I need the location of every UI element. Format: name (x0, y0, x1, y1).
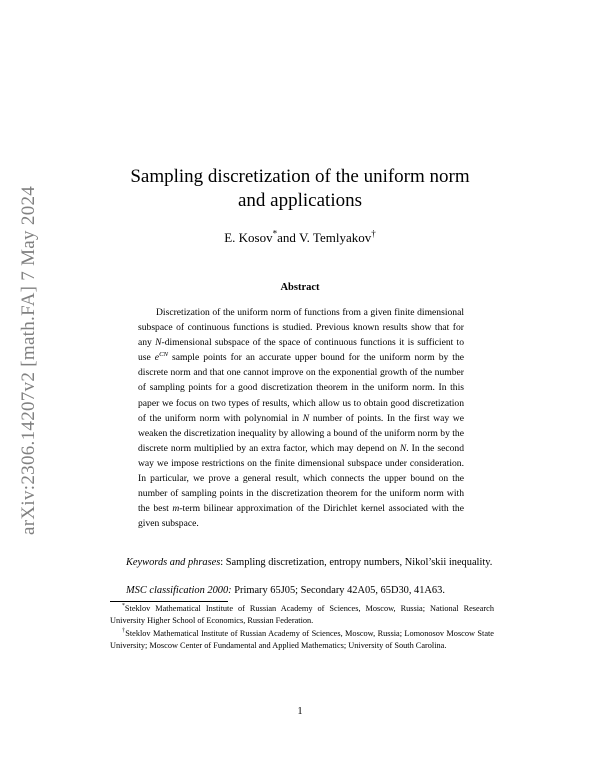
abstract-exp-base: e (154, 352, 160, 364)
author-kosov: E. Kosov (224, 230, 273, 245)
authors (100, 230, 500, 246)
keywords (110, 555, 494, 570)
footnote-divider (110, 601, 228, 602)
arxiv-identifier: arXiv:2306.14207v2 [math.FA] 7 May 2024 (18, 185, 39, 535)
abstract-var-n: N (155, 337, 162, 349)
footnote-mark: † (122, 628, 126, 635)
abstract-body (138, 305, 464, 531)
msc-classification (110, 583, 494, 598)
title-line-2: and applications (238, 190, 362, 211)
abstract-text-1: Discretization of the uniform norm of functions from a given finite dimensional subspace of continuous functions is studied. Previous known results show that for any (138, 307, 464, 349)
footnote-text: Steklov Mathematical Institute of Russian Academy of Sciences, Moscow, Russia; Lomonosov Moscow State University; Moscow Center of Fundamental and Applied Mathematics; University of South Carolina. (110, 629, 494, 650)
abstract-text-3: sample points for an accurate upper bound for the uniform norm by the discrete norm and that one cannot improve on the exponential growth of the number of sampling points for a good discretization theorem in the uniform norm. In this paper we focus on two types of results, which allow us to obtain good discretization of the uniform norm with polynomial in (138, 352, 465, 424)
abstract-text-2: -dimensional subspace of the space of continuous functions it is sufficient to use (138, 337, 464, 364)
author1-footnote-mark: * (272, 228, 278, 239)
msc-label: MSC classification 2000: (126, 585, 232, 596)
author-temlyakov: and V. Temlyakov (277, 230, 372, 245)
title-line-1: Sampling discretization of the uniform norm (130, 166, 470, 187)
footnote-mark: * (122, 603, 125, 610)
keywords-text: : Sampling discretization, entropy numbers, Nikol’skii inequality. (220, 557, 493, 568)
abstract-text-5: . In the second way we impose restrictions on the finite dimensional subspace under consideration. In particular, we prove a general result, which connects the upper bound on the number of sampling points in the discretization theorem for the uniform norm with the best (138, 442, 464, 515)
footnote-temlyakov (110, 628, 494, 651)
page-number: 1 (297, 706, 303, 717)
keywords-label: Keywords and phrases (126, 557, 221, 568)
footnote-kosov (110, 603, 494, 626)
abstract-text-6: -term bilinear approximation of the Dirichlet kernel associated with the given subspace. (138, 503, 464, 530)
paper-title (100, 165, 500, 213)
msc-text: Primary 65J05; Secondary 42A05, 65D30, 41A63. (231, 585, 445, 596)
footnote-text: Steklov Mathematical Institute of Russian Academy of Sciences, Moscow, Russia; National Research University Higher School of Economics, Russian Federation. (110, 604, 494, 625)
abstract-var-n: N (399, 442, 407, 454)
abstract-exp-power: CN (159, 351, 169, 359)
abstract-var-m: m (172, 503, 180, 515)
abstract-heading: Abstract (280, 282, 320, 293)
abstract-var-n: N (302, 412, 310, 424)
abstract-text-4: number of points. In the first way we weaken the discretization inequality by allowing a bound of the uniform norm by the discrete norm multiplied by an extra factor, which may depend on (138, 412, 464, 454)
author2-footnote-mark: † (371, 228, 376, 239)
